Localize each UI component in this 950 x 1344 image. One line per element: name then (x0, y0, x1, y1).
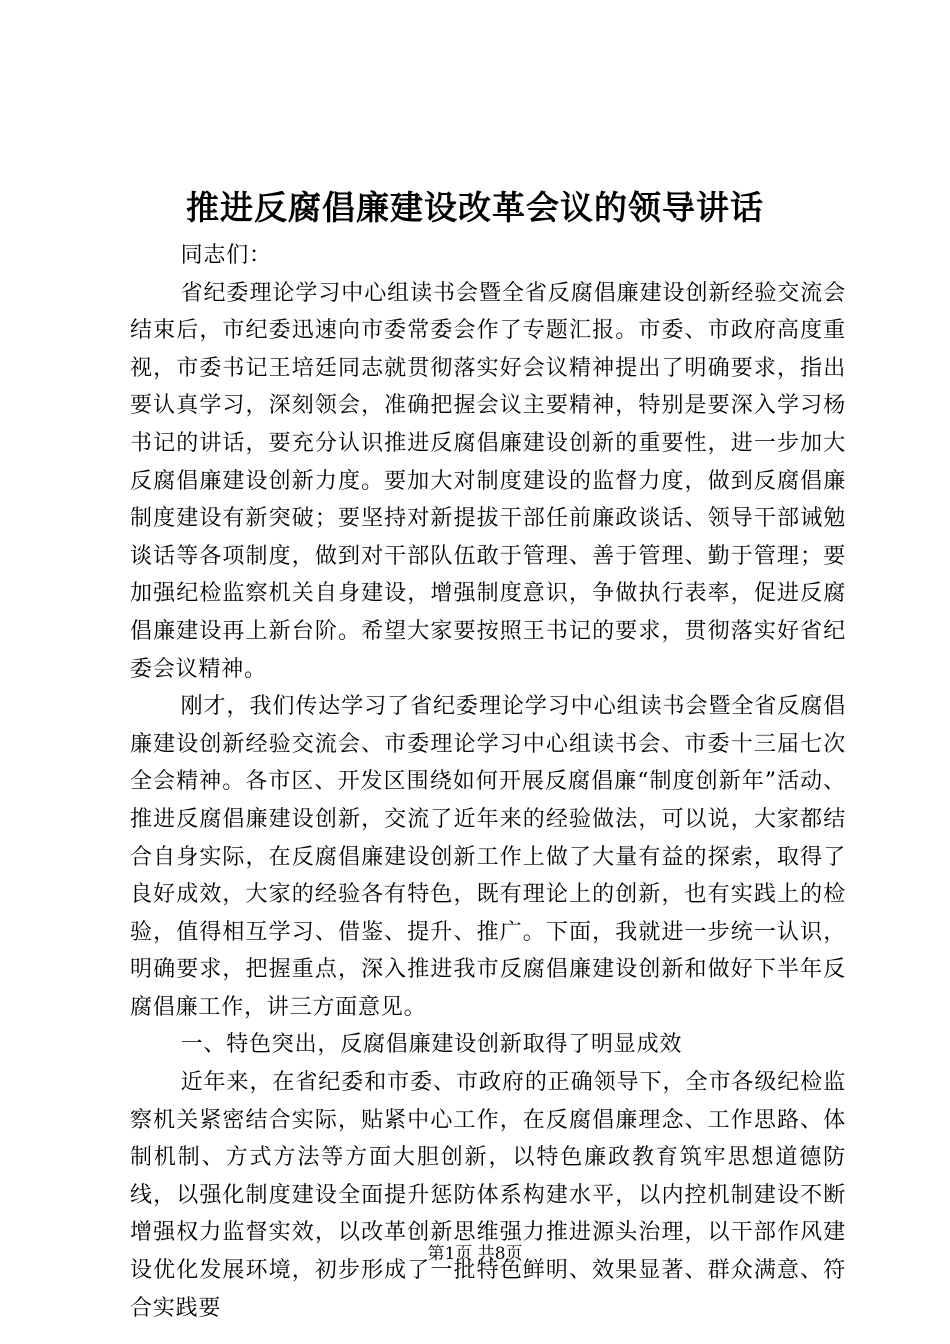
section-heading: 一、特色突出，反腐倡廉建设创新取得了明显成效 (180, 1032, 683, 1058)
document-title: 推进反腐倡廉建设改革会议的领导讲话 (186, 188, 764, 227)
body-paragraph-2: 刚才，我们传达学习了省纪委理论学习中心组读书会暨全省反腐倡廉建设创新经验交流会、市委理论学习中心组读书会、市委十三届七次全会精神。各市区、开发区围绕如何开展反腐倡廉“制度创新年”活动、推进反腐倡廉建设创新，交流了近年来的经验做法，可以说，大家都结合自身实际，在反腐倡廉建设创新工作上做了大量有益的探索，取得了良好成效，大家的经验各有特色，既有理论上的创新，也有实践上的检验，值得相互学习、借鉴、提升、推广。下面，我就进一步统一认识，明确要求，把握重点，深入推进我市反腐倡廉建设创新和做好下半年反腐倡廉工作，讲三方面意见。 (130, 694, 846, 1020)
document-body (130, 237, 846, 1327)
section-paragraph: 近年来，在省纪委和市委、市政府的正确领导下，全市各级纪检监察机关紧密结合实际，贴紧中心工作，在反腐倡廉理念、工作思路、体制机制、方式方法等方面大胆创新，以特色廉政教育筑牢思想道德防线，以强化制度建设全面提升惩防体系构建水平，以内控机制建设不断增强权力监督实效，以改革创新思维强力推进源头治理，以干部作风建设优化发展环境，初步形成了一批特色鲜明、效果显著、群众满意、符合实践要 (130, 1070, 846, 1321)
page-number-footer: 第1页 共8页 (427, 1244, 523, 1264)
salutation: 同志们： (180, 243, 272, 268)
body-paragraph-1: 省纪委理论学习中心组读书会暨全省反腐倡廉建设创新经验交流会结束后，市纪委迅速向市委常委会作了专题汇报。市委、市政府高度重视，市委书记王培廷同志就贯彻落实好会议精神提出了明确要求，指出要认真学习，深刻领会，准确把握会议主要精神，特别是要深入学习杨书记的讲话，要充分认识推进反腐倡廉建设创新的重要性，进一步加大反腐倡廉建设创新力度。要加大对制度建设的监督力度，做到反腐倡廉制度建设有新突破；要坚持对新提拔干部任前廉政谈话、领导干部诫勉谈话等各项制度，做到对干部队伍敢于管理、善于管理、勤于管理；要加强纪检监察机关自身建设，增强制度意识，争做执行表率，促进反腐倡廉建设再上新台阶。希望大家要按照王书记的要求，贯彻落实好省纪委会议精神。 (130, 280, 846, 682)
